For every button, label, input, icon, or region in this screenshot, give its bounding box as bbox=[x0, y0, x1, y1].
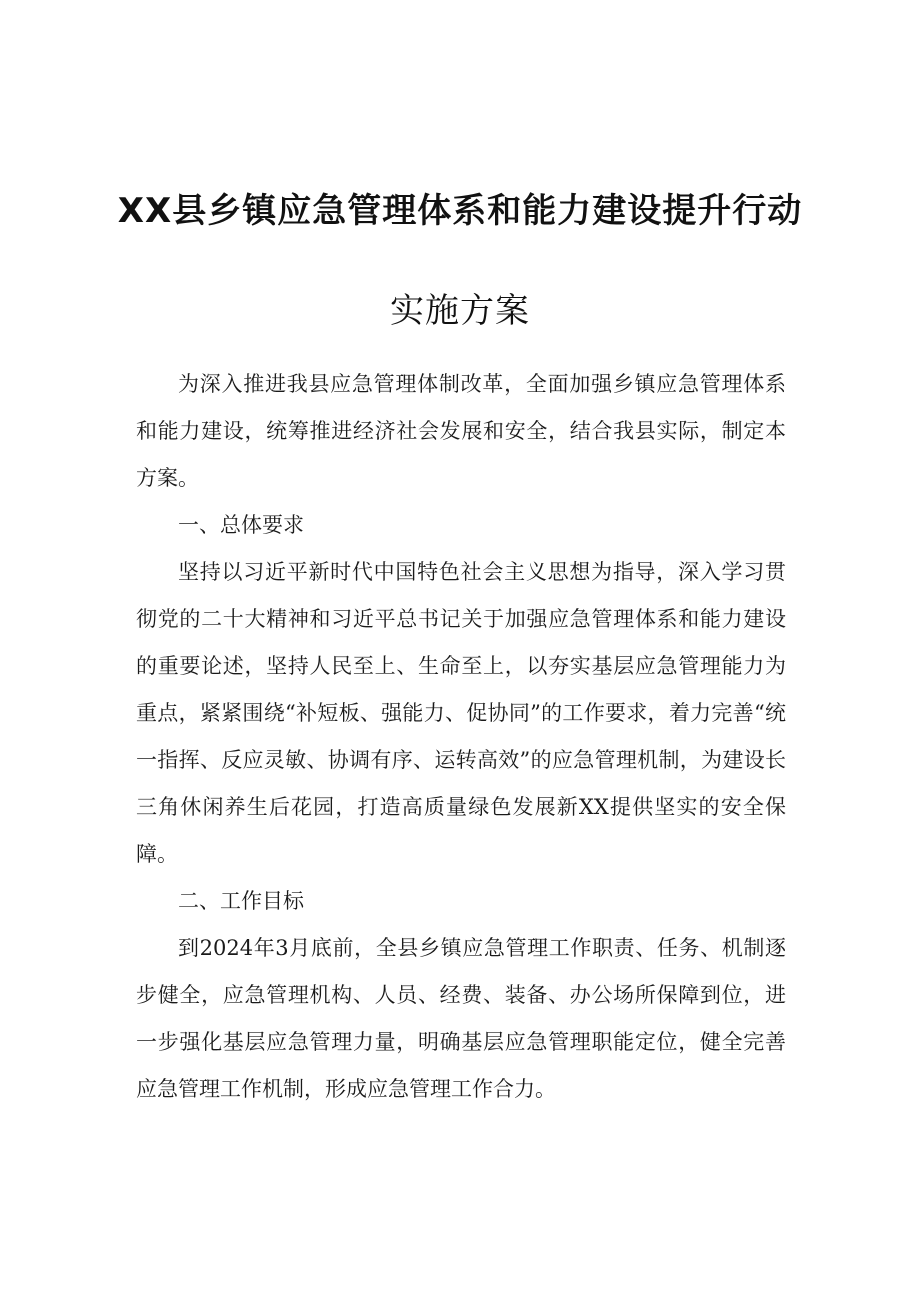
general-requirements-paragraph: 坚持以习近平新时代中国特色社会主义思想为指导，深入学习贯彻党的二十大精神和习近平总书记关于加强应急管理体系和能力建设的重要论述，坚持人民至上、生命至上，以夯实基层应急管理能力为重点，紧紧围绕“补短板、强能力、促协同”的工作要求，着力完善“统一指挥、反应灵敏、协调有序、运转高效”的应急管理机制，为建设长三角休闲养生后花园，打造高质量绿色发展新XX提供坚实的安全保障。 bbox=[136, 560, 786, 866]
section-heading-general-requirements: 一、总体要求 bbox=[178, 513, 304, 537]
section-heading-work-goals: 二、工作目标 bbox=[178, 889, 304, 913]
document-title-line1: XX县乡镇应急管理体系和能力建设提升行动 bbox=[117, 191, 803, 231]
work-goals-paragraph: 到2024年3月底前，全县乡镇应急管理工作职责、任务、机制逐步健全，应急管理机构、人员、经费、装备、办公场所保障到位，进一步强化基层应急管理力量，明确基层应急管理职能定位，健全完善应急管理工作机制，形成应急管理工作合力。 bbox=[136, 936, 786, 1101]
document-title-line2: 实施方案 bbox=[390, 291, 530, 331]
document-body bbox=[136, 361, 786, 1113]
intro-paragraph: 为深入推进我县应急管理体制改革，全面加强乡镇应急管理体系和能力建设，统筹推进经济社会发展和安全，结合我县实际，制定本方案。 bbox=[136, 372, 786, 490]
